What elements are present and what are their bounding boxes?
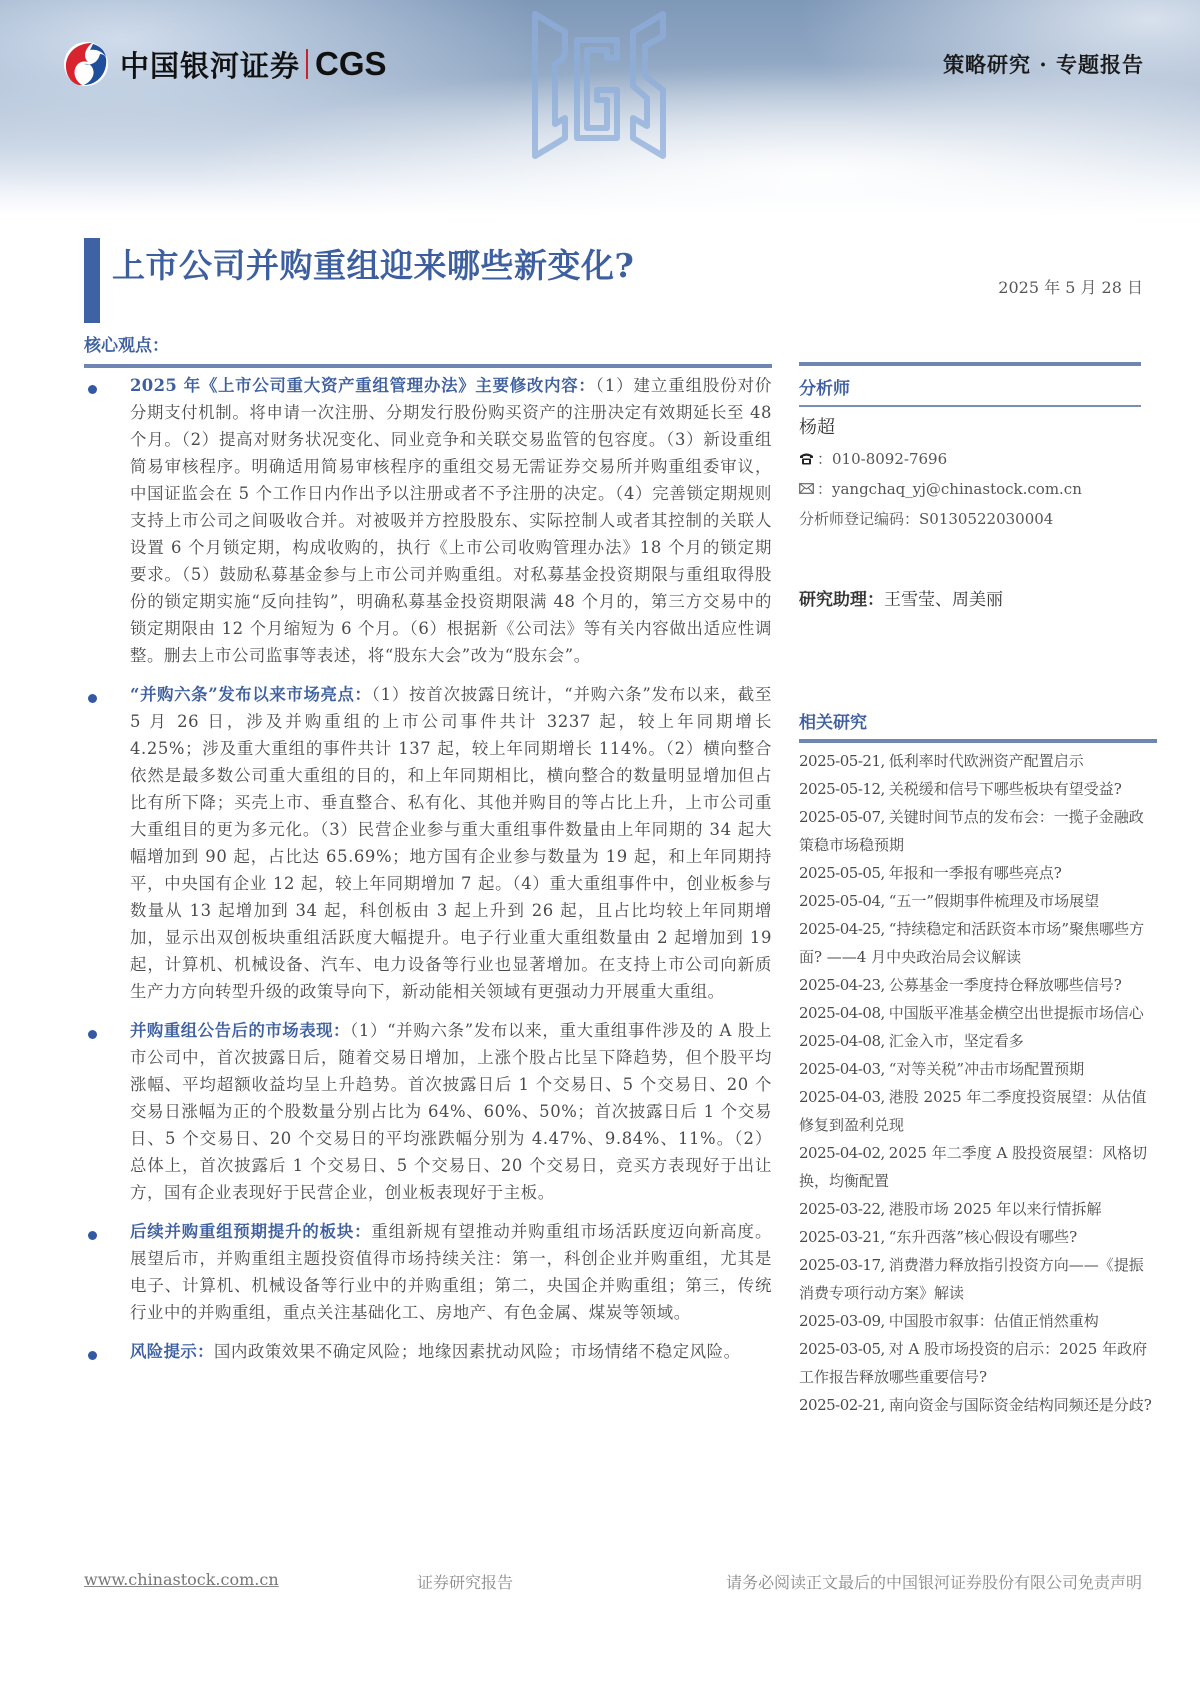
analyst-heading: 分析师	[799, 379, 850, 399]
core-view-item	[84, 372, 772, 669]
related-research-item[interactable]: 2025-04-03, 港股 2025 年二季度投资展望：从估值修复到盈利兑现	[799, 1088, 1147, 1134]
related-research-item[interactable]: 2025-04-03, “对等关税”冲击市场配置预期	[799, 1060, 1085, 1078]
analyst-phone	[799, 448, 1141, 469]
analyst-heading-rule	[799, 405, 1141, 407]
page-title: 上市公司并购重组迎来哪些新变化?	[112, 246, 635, 285]
related-research-item[interactable]: 2025-04-02, 2025 年二季度 A 股投资展望：风格切换，均衡配置	[799, 1144, 1148, 1190]
core-views-heading: 核心观点：	[84, 336, 169, 356]
section-divider	[84, 364, 772, 368]
related-research-item[interactable]: 2025-05-07, 关键时间节点的发布会：一揽子金融政策稳市场稳预期	[799, 808, 1144, 854]
core-view-lead: “并购六条”发布以来市场亮点：	[130, 685, 372, 704]
core-view-body: 国内政策效果不确定风险；地缘因素扰动风险；市场情绪不稳定风险。	[213, 1342, 741, 1361]
bullet-icon	[88, 1030, 97, 1039]
analyst-phone-number: ：010-8092-7696	[817, 450, 948, 468]
analyst-name: 杨超	[799, 417, 835, 438]
core-view-lead: 后续并购重组预期提升的板块：	[130, 1222, 372, 1241]
core-view-lead: 并购重组公告后的市场表现：	[130, 1021, 350, 1040]
core-view-text	[130, 1338, 772, 1365]
core-view-item	[84, 1017, 772, 1206]
research-assistants-names: 王雪莹、周美丽	[884, 590, 1003, 610]
core-view-lead: 风险提示：	[130, 1342, 214, 1361]
title-accent-bar	[84, 238, 100, 323]
logo-divider	[306, 49, 308, 79]
core-view-body: （1）“并购六条”发布以来，重大重组事件涉及的 A 股上市公司中，首次披露日后，随着交易日增加，上涨个股占比呈下降趋势，但个股平均涨幅、平均超额收益均呈上升趋势。首次披露日后 1 个交易日、5 个交易日、20 个交易日涨幅为正的个股数量分别占比为 64%、60%、50%；首次披露日后 1 个交易日、5 个交易日、20 个交易日的平均涨跌幅分别为 4.47%、9.84%、11%。（2）总体上，首次披露后 1 个交易日、5 个交易日、20 个交易日，竞买方表现好于出让方，国有企业表现好于民营企业，创业板表现好于主板。	[130, 1021, 773, 1202]
related-research-item[interactable]: 2025-03-22, 港股市场 2025 年以来行情拆解	[799, 1200, 1102, 1218]
footer-report-type: 证券研究报告	[417, 1573, 514, 1592]
core-view-text	[130, 1218, 772, 1326]
logo-chinese-name: 中国银河证券	[120, 48, 301, 83]
page-footer	[84, 1570, 1142, 1594]
core-view-body: （1）建立重组股份对价分期支付机制。将申请一次注册、分期发行股份购买资产的注册决定有效期延长至 48 个月。（2）提高对财务状况变化、同业竞争和关联交易监管的包容度。（3）新设重组简易审核程序。明确适用简易审核程序的重组交易无需证券交易所并购重组委审议，中国证监会在 5 个工作日内作出予以注册或者不予注册的决定。（4）完善锁定期规则支持上市公司之间吸收合并。对被吸并方控股股东、实际控制人或者其控制的关联人设置 6 个月锁定期，构成收购的，执行《上市公司收购管理办法》18 个月的锁定期要求。（5）鼓励私募基金参与上市公司并购重组。对私募基金投资期限与重组取得股份的锁定期实施“反向挂钩”，明确私募基金投资期限满 48 个月的，第三方交易中的锁定期限由 12 个月缩短为 6 个月。（6）根据新《公司法》等有关内容做出适应性调整。删去上市公司监事等表述，将“股东大会”改为“股东会”。	[130, 376, 772, 665]
website-link[interactable]: www.chinastock.com.cn	[84, 1570, 279, 1589]
related-research-item[interactable]: 2025-03-17, 消费潜力释放指引投资方向——《提振消费专项行动方案》解读	[799, 1256, 1144, 1302]
related-research-item[interactable]: 2025-04-25, “持续稳定和活跃资本市场”聚焦哪些方面? ——4 月中央政治局会议解读	[799, 920, 1145, 966]
header-banner	[0, 0, 1200, 215]
related-research-item[interactable]: 2025-04-08, 汇金入市，坚定看多	[799, 1032, 1024, 1050]
core-views-list	[84, 372, 772, 1377]
related-research-item[interactable]: 2025-04-08, 中国版平准基金横空出世提振市场信心	[799, 1004, 1144, 1022]
report-date: 2025 年 5 月 28 日	[998, 278, 1143, 297]
core-view-item	[84, 1338, 772, 1365]
bullet-icon	[88, 1351, 97, 1360]
related-research-item[interactable]: 2025-04-23, 公募基金一季度持仓释放哪些信号?	[799, 976, 1122, 994]
core-view-text	[130, 1017, 772, 1206]
core-view-body: 重组新规有望推动并购重组市场活跃度迈向新高度。展望后市，并购重组主题投资值得市场持续关注：第一，科创企业并购重组，尤其是电子、计算机、机械设备等行业中的并购重组；第二，央国企并购重组；第三，传统行业中的并购重组，重点关注基础化工、房地产、有色金属、煤炭等领域。	[130, 1222, 772, 1322]
research-assistants	[799, 585, 1141, 610]
related-research-item[interactable]: 2025-05-21, 低利率时代欧洲资产配置启示	[799, 752, 1084, 770]
core-view-body: （1）按首次披露日统计，“并购六条”发布以来，截至 5 月 26 日，涉及并购重组的上市公司事件共计 3237 起，较上年同期增长 4.25%；涉及重大重组的事件共计 137 起，较上年同期增长 114%。（2）横向整合依然是最多数公司重大重组的目的，和上年同期相比，横向整合的数量明显增加但占比有所下降；买壳上市、垂直整合、私有化、其他并购目的等占比上升，上市公司重大重组目的更为多元化。（3）民营企业参与重大重组事件数量由上年同期的 34 起大幅增加到 90 起，占比达 65.69%；地方国有企业参与数量为 19 起，和上年同期持平，中央国有企业 12 起，较上年同期增加 7 起。（4）重大重组事件中，创业板参与数量从 13 起增加到 34 起，科创板由 3 起上升到 26 起，且占比均较上年同期增加，显示出双创板块重组活跃度大幅提升。电子行业重大重组数量由 2 起增加到 19 起，计算机、机械设备、汽车、电力设备等行业也显著增加。在支持上市公司向新质生产力方向转型升级的政策导向下，新动能相关领域有更强动力开展重大重组。	[130, 685, 772, 1001]
footer-disclaimer: 请务必阅读正文最后的中国银河证券股份有限公司免责声明	[725, 1573, 1142, 1592]
related-research-panel	[799, 700, 1157, 1419]
analyst-registration-code: 分析师登记编码：S0130522030004	[799, 510, 1054, 528]
bullet-icon	[88, 385, 97, 394]
related-research-rule	[799, 739, 1157, 743]
related-research-item[interactable]: 2025-03-09, 中国股市叙事：估值正悄然重构	[799, 1312, 1099, 1330]
company-logo	[62, 40, 387, 88]
galaxy-logo-icon	[62, 40, 110, 88]
mail-icon	[799, 482, 814, 495]
related-research-list	[799, 747, 1157, 1419]
bullet-icon	[88, 1231, 97, 1240]
related-research-item[interactable]: 2025-05-05, 年报和一季报有哪些亮点?	[799, 864, 1062, 882]
research-assistants-label: 研究助理：	[799, 590, 884, 610]
related-research-item[interactable]: 2025-03-21, “东升西落”核心假设有哪些?	[799, 1228, 1078, 1246]
related-research-item[interactable]: 2025-05-12, 关税缓和信号下哪些板块有望受益?	[799, 780, 1122, 798]
core-view-text	[130, 372, 772, 669]
analyst-panel	[799, 362, 1141, 610]
related-research-heading: 相关研究	[799, 713, 867, 733]
phone-icon	[799, 452, 814, 465]
analyst-email[interactable]	[799, 478, 1141, 499]
core-view-item	[84, 681, 772, 1005]
core-view-text	[130, 681, 772, 1005]
core-view-item	[84, 1218, 772, 1326]
analyst-email-address[interactable]: ：yangchaq_yj@chinastock.com.cn	[817, 480, 1082, 498]
bullet-icon	[88, 694, 97, 703]
related-research-item[interactable]: 2025-05-04, “五一”假期事件梳理及市场展望	[799, 892, 1100, 910]
related-research-item[interactable]: 2025-03-05, 对 A 股市场投资的启示：2025 年政府工作报告释放哪些重要信号?	[799, 1340, 1148, 1386]
core-view-lead: 2025 年《上市公司重大资产重组管理办法》主要修改内容：	[130, 376, 596, 395]
report-category: 策略研究 · 专题报告	[943, 52, 1144, 77]
logo-english-name: CGS	[315, 45, 387, 82]
related-research-item[interactable]: 2025-02-21, 南向资金与国际资金结构同频还是分歧?	[799, 1396, 1152, 1414]
cgs-watermark-icon	[525, 10, 675, 160]
